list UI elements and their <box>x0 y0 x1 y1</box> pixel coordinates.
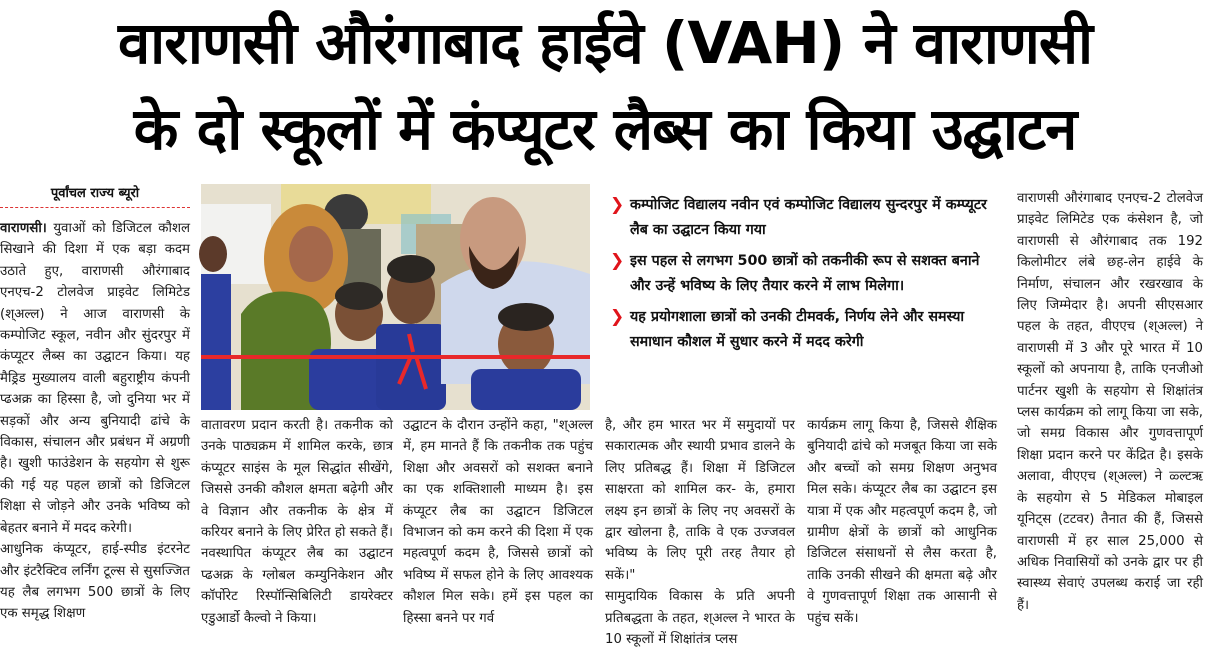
col1-text-1: युवाओं को डिजिटल कौशल सिखाने की दिशा में एक बड़ा कदम उठाते हुए, वाराणसी औरंगाबाद एनएच-2 टोलवेज प्राइवेट लिमिटेड (श्अल्ल) ने आज वाराणसी के कम्पोजिट स्कूल, नवीन और सुंदरपुर में कंप्यूटर लैब्स का उद्घाटन किया। यह मैड्रिड मुख्यालय वाली बहुराष्ट्रीय कंपनी प्ढअक्र का हिस्सा है, जो दुनिया भर में सड़कों और अन्य बुनियादी ढांचे के विकास, संचालन और प्रबंधन में अग्रणी है। खुशी फाउंडेशन के सहयोग से शुरू की गई यह पहल छात्रों को डिजिटल शिक्षा से जोड़ने और उनके भविष्य को बेहतर बनाने में मदद करेगी। <box>0 221 190 536</box>
chevron-right-icon: ❯ <box>610 251 625 271</box>
headline-line-2: के दो स्कूलों में कंप्यूटर लैब्स का किया उद्घाटन <box>133 95 1077 163</box>
col1-para-2: आधुनिक कंप्यूटर, हाई-स्पीड इंटरनेट और इंटरैक्टिव लर्निंग टूल्स से सुसज्जित यह लैब लगभग 500 छात्रों के लिए एक समृद्ध शिक्षण <box>0 542 190 622</box>
highlight-item <box>610 193 990 243</box>
highlight-text: कम्पोजिट विद्यालय नवीन एवं कम्पोजिट विद्यालय सुन्दरपुर में कम्प्यूटर लैब का उद्घाटन किया गया <box>630 197 987 238</box>
column-6: वाराणसी औरंगाबाद एनएच-2 टोलवेज प्राइवेट लिमिटेड एक कंसेशन है, जो वाराणसी से औरंगाबाद तक 192 किलोमीटर लंबे छह-लेन हाईवे के निर्माण, संचालन और रखरखाव के लिए जिम्मेदार है। अपनी सीएसआर पहल के तहत, वीएएच (श्अल्ल) ने वाराणसी में 3 और पूरे भारत में 10 स्कूलों को अपनाया है, ताकि एनजीओ पार्टनर खुशी के सहयोग से शिक्षांतंत्र प्लस कार्यक्रम को लागू किया जा सके, जो समग्र विकास और गुणवत्तापूर्ण शिक्षा प्रदान करने पर केंद्रित है। इसके अलावा, वीएएच (श्अल्ल) ने ळ्ल्टऋ के सहयोग से 5 मेडिकल मोबाइल यूनिट्स (टटवर) तैनात की हैं, जिससे वाराणसी में हर साल 25,000 से अधिक निवासियों को उनके द्वार पर ही स्वास्थ्य सेवाएं उपलब्ध कराई जा रही हैं। <box>1017 191 1203 613</box>
photo-illustration <box>201 184 590 410</box>
column-3: उद्घाटन के दौरान उन्होंने कहा, "श्अल्ल में, हम मानते हैं कि तकनीक तक पहुंच शिक्षा और अवसरों को सशक्त बनाने का एक शक्तिशाली माध्यम है। इस कंप्यूटर लैब का उद्घाटन डिजिटल विभाजन को कम करने की दिशा में एक महत्वपूर्ण कदम है, जिससे छात्रों को भविष्य में सफल होने के लिए आवश्यक कौशल मिल सके। हमें इस पहल का हिस्सा बनने पर गर्व <box>403 418 593 626</box>
highlights-list <box>610 193 990 361</box>
col4-para-2: सामुदायिक विकास के प्रति अपनी प्रतिबद्धता के तहत, श्अल्ल ने भारत के 10 स्कूलों में शिक्षांतंत्र प्लस <box>605 589 795 648</box>
ribbon-cutting-photo <box>201 184 590 410</box>
column-4 <box>605 415 795 648</box>
chevron-right-icon: ❯ <box>610 307 625 327</box>
col4-para-1: है, और हम भारत भर में समुदायों पर सकारात्मक और स्थायी प्रभाव डालने के लिए प्रतिबद्ध हैं। शिक्षा में डिजिटल साक्षरता को शामिल कर- के, हमारा लक्ष्य इन छात्रों के लिए नए अवसरों के द्वार खोलना है, ताकि वे एक उज्जवल भविष्य के लिए पूरी तरह तैयार हो सकें।" <box>605 418 795 583</box>
column-2: वातावरण प्रदान करती है। तकनीक को उनके पाठ्यक्रम में शामिल करके, छात्र कंप्यूटर साइंस के मूल सिद्धांत सीखेंगे, जिससे उनकी कौशल क्षमता बढ़ेगी और वे विज्ञान और तकनीक के क्षेत्र में करियर बनाने के लिए प्रेरित हो सकते हैं। नवस्थापित कंप्यूटर लैब का उद्घाटन प्ढअक्र के ग्लोबल कम्युनिकेशन और कॉर्पोरेट रिस्पॉन्सिबिलिटी डायरेक्टर एडुआर्डो कैल्वो ने किया। <box>201 418 393 626</box>
headline <box>0 0 1210 172</box>
byline: पूर्वांचल राज्य ब्यूरो <box>0 183 190 208</box>
chevron-right-icon: ❯ <box>610 195 625 215</box>
highlight-text: यह प्रयोगशाला छात्रों को उनकी टीमवर्क, निर्णय लेने और समस्या समाधान कौशल में सुधार करने में मदद करेगी <box>630 309 965 350</box>
column-5: कार्यक्रम लागू किया है, जिससे शैक्षिक बुनियादी ढांचे को मजबूत किया जा सके और बच्चों को समग्र शिक्षण अनुभव मिल सके। कंप्यूटर लैब का उद्घाटन इस यात्रा में एक और महत्वपूर्ण कदम है, जो ग्रामीण क्षेत्रों के छात्रों को आधुनिक डिजिटल संसाधनों से लैस करता है, ताकि उनकी सीखने की क्षमता बढ़े और वे गुणवत्तापूर्ण शिक्षा तक आसानी से पहुंच सकें। <box>807 418 997 626</box>
red-ribbon <box>201 355 590 359</box>
highlight-item <box>610 249 990 299</box>
dateline: वाराणसी। <box>0 221 47 236</box>
highlight-text: इस पहल से लगभग 500 छात्रों को तकनीकी रूप से सशक्त बनाने और उन्हें भविष्य के लिए तैयार करने में लाभ मिलेगा। <box>630 253 980 294</box>
highlight-item <box>610 305 990 355</box>
headline-line-1: वाराणसी औरंगाबाद हाईवे (VAH) ने वाराणसी <box>117 9 1093 77</box>
column-1 <box>0 218 190 627</box>
col1-para-1 <box>0 218 190 539</box>
